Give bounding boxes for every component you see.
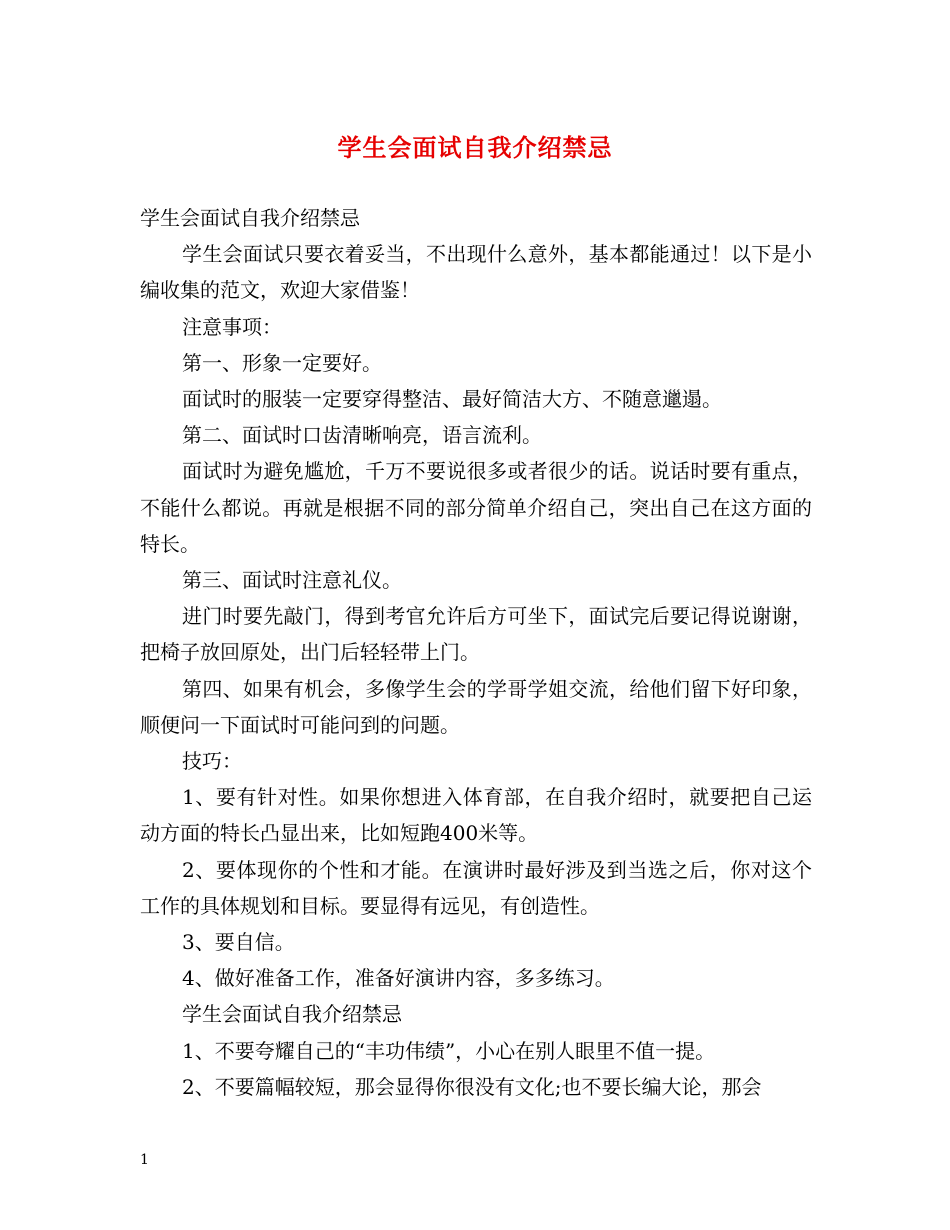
paragraph: 学生会面试自我介绍禁忌: [182, 1002, 402, 1027]
page-number: 1: [140, 1152, 149, 1168]
paragraph: 面试时的服装一定要穿得整洁、最好简洁大方、不随意邋遢。: [182, 387, 722, 412]
paragraph: 注意事项：: [182, 314, 282, 339]
paragraph: 第四、如果有机会，多像学生会的学哥学姐交流，给他们留下好印象，顺便问一下面试时可能问到的问题。: [140, 676, 812, 737]
paragraph: 第一、形象一定要好。: [182, 350, 382, 375]
paragraph: 第二、面试时口齿清晰响亮，语言流利。: [182, 423, 542, 448]
paragraph: 3、要自信。: [182, 930, 295, 955]
paragraph: 学生会面试自我介绍禁忌: [140, 206, 360, 230]
paragraph: 第三、面试时注意礼仪。: [182, 568, 402, 593]
paragraph: 学生会面试只要衣着妥当，不出现什么意外，基本都能通过！以下是小编收集的范文，欢迎大家借鉴！: [140, 242, 812, 303]
paragraph: 进门时要先敲门，得到考官允许后方可坐下，面试完后要记得说谢谢，把椅子放回原处，出门后轻轻带上门。: [140, 604, 812, 665]
paragraph: 1、要有针对性。如果你想进入体育部，在自我介绍时，就要把自己运动方面的特长凸显出来，比如短跑400米等。: [140, 785, 812, 846]
paragraph: 1、不要夸耀自己的“丰功伟绩”，小心在别人眼里不值一提。: [182, 1038, 716, 1063]
paragraph: 面试时为避免尴尬，千万不要说很多或者很少的话。说话时要有重点，不能什么都说。再就是根据不同的部分简单介绍自己，突出自己在这方面的特长。: [140, 459, 812, 556]
paragraph: 2、要体现你的个性和才能。在演讲时最好涉及到当选之后，你对这个工作的具体规划和目标。要显得有远见，有创造性。: [140, 857, 812, 918]
paragraph: 技巧：: [182, 749, 242, 774]
document-title: 学生会面试自我介绍禁忌: [337, 133, 613, 162]
paragraph: 2、不要篇幅较短，那会显得你很没有文化;也不要长编大论，那会: [182, 1074, 762, 1099]
document-body: [140, 200, 812, 1105]
paragraph: 4、做好准备工作，准备好演讲内容，多多练习。: [182, 966, 615, 991]
